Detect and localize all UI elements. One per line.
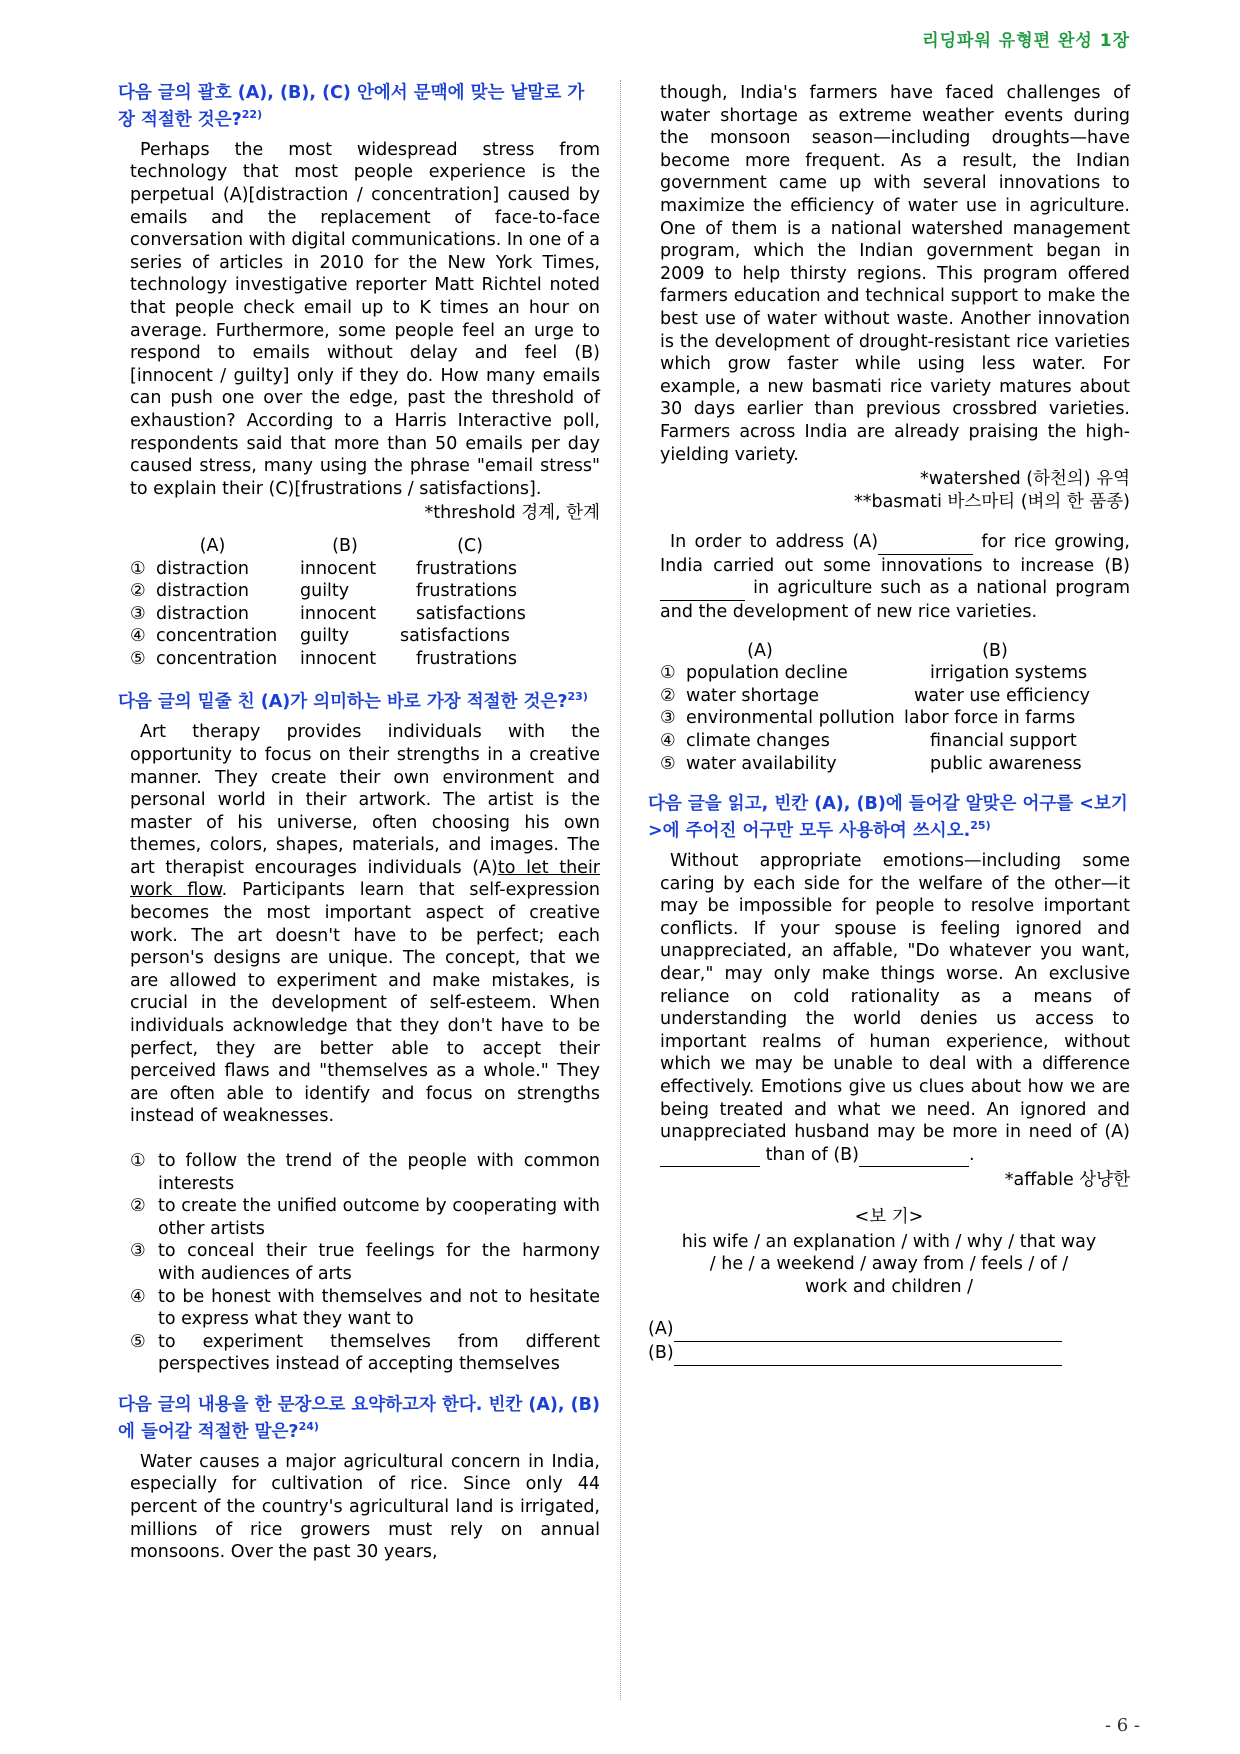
header-b: (B)	[332, 535, 358, 556]
question-25-number: 25)	[970, 819, 991, 833]
left-column	[118, 82, 600, 1564]
question-25-footnote: *affable 상냥한	[1004, 1170, 1130, 1191]
option-text: to be honest with themselves and not to hesitate to express what they want to	[158, 1286, 600, 1330]
option-a: distraction	[156, 558, 250, 579]
option-a: climate changes	[686, 731, 830, 752]
word-box	[648, 1231, 1130, 1299]
question-24-number: 24)	[298, 1419, 319, 1433]
question-23-option-4[interactable]	[130, 1286, 600, 1331]
question-24-options	[660, 640, 1130, 776]
option-number: ④	[130, 626, 146, 647]
option-b: financial support	[930, 731, 1077, 752]
option-c: frustrations	[416, 648, 517, 669]
option-b: innocent	[300, 603, 377, 624]
question-23-option-2[interactable]	[130, 1195, 600, 1240]
option-number: ⑤	[130, 648, 146, 669]
header-a: (A)	[199, 535, 226, 556]
question-22-prompt	[118, 82, 600, 131]
option-b: public awareness	[930, 753, 1082, 774]
answer-line-a[interactable]	[648, 1318, 1130, 1342]
right-column	[648, 82, 1130, 1366]
question-22-passage	[118, 139, 600, 501]
option-number: ①	[660, 663, 676, 684]
option-b: guilty	[300, 581, 350, 602]
option-number: ②	[130, 581, 146, 602]
passage-part-2: . Participants learn that self-expression becomes the most important aspect of creative work. The art doesn't have to be perfect; each person's designs are unique. The concept, that we are allowed to experiment and make mistakes, is crucial in the development of self-esteem. When individuals acknowledge that they don't have to be perfect, they are better able to accept their perceived flaws and "themselves as a whole." They are often able to identify and focus on strengths instead of weaknesses.	[130, 880, 600, 1127]
question-22-number: 22)	[241, 108, 263, 121]
summary-blank-b[interactable]	[660, 577, 745, 601]
option-number: ③	[130, 1241, 146, 1262]
question-22-option-4[interactable]	[130, 625, 600, 648]
summary-blank-a[interactable]	[878, 531, 973, 555]
question-22-option-1[interactable]	[130, 558, 600, 581]
option-number: ③	[660, 708, 676, 729]
question-23-prompt	[118, 686, 600, 713]
summary-part-3: in agriculture such as a national program and the development of new rice varieties.	[660, 578, 1130, 623]
page-number: - 6 -	[1104, 1715, 1140, 1736]
passage-blank-b[interactable]	[859, 1144, 969, 1168]
option-a: population decline	[686, 663, 848, 684]
option-a: distraction	[156, 581, 250, 602]
question-24-option-2[interactable]	[660, 685, 1130, 708]
question-24-footnote-1: *watershed (하천의) 유역	[920, 469, 1130, 490]
question-23-option-1[interactable]	[130, 1150, 600, 1195]
passage-end-dot: .	[968, 1144, 975, 1165]
question-24-passage-text: Water causes a major agricultural concern in India, especially for cultivation of rice. Since only 44 percent of the country's agricultural land is irrigated, millions of rice growers must rely on annual monsoons. Over the past 30 years,	[130, 1451, 600, 1563]
question-25-passage	[648, 850, 1130, 1167]
option-a: water shortage	[686, 685, 819, 706]
summary-part-1: In order to address (A)	[670, 532, 879, 553]
question-25-text: 다음 글을 읽고, 빈칸 (A), (B)에 들어갈 알맞은 어구를 <보기>에 주어진 어구만 모두 사용하여 쓰시오.	[648, 794, 1128, 842]
header-a: (A)	[747, 640, 773, 661]
question-22-options-header	[130, 535, 600, 558]
question-22-option-5[interactable]	[130, 648, 600, 671]
answer-blank-a[interactable]	[674, 1318, 1062, 1342]
option-a: concentration	[156, 626, 278, 647]
option-b: guilty	[300, 626, 350, 647]
option-number: ①	[130, 1151, 146, 1171]
question-22-option-3[interactable]	[130, 603, 600, 626]
option-number: ③	[130, 603, 146, 624]
option-text: to conceal their true feelings for the harmony with audiences of arts	[158, 1241, 600, 1284]
passage-mid-text: than of (B)	[760, 1144, 859, 1165]
question-23-option-5[interactable]	[130, 1331, 600, 1376]
option-text: to follow the trend of the people with common interests	[158, 1151, 600, 1194]
option-number: ①	[130, 558, 146, 579]
option-a: water availability	[686, 753, 837, 774]
word-box-line-2: / he / a weekend / away from / feels / of /	[709, 1254, 1069, 1275]
option-b: water use efficiency	[914, 685, 1090, 706]
option-b: irrigation systems	[930, 663, 1088, 684]
option-text: to create the unified outcome by cooperating with other artists	[158, 1196, 600, 1239]
question-25-passage-text: Without appropriate emotions—including some caring by each side for the welfare of the other—it may be impossible for people to resolve important conflicts. If your spouse is feeling ignored and unappreciated, an affable, "Do whatever you want, dear," may only make things worse. An exclusive reliance on cold rationality as a means of understanding the world denies us access to important realms of human experience, without which we may be unable to deal with a difference effectively. Emotions give us clues about how we are being treated and what we need. An ignored and unappreciated husband may be more in need of	[660, 851, 1130, 1143]
question-22-passage-text: Perhaps the most widespread stress from technology that most people experience is the perpetual (A)[distraction / concentration] caused by emails and the replacement of face-to-face conversation with digital communications. In one of a series of articles in 2010 for the New York Times, technology investigative reporter Matt Richtel noted that people check email up to K times an hour on average. Furthermore, some people feel an urge to respond to emails without delay and feel (B)[innocent / guilty] only if they do. How many emails can push one over the edge, past the threshold of exhaustion? According to a Harris Interactive poll, respondents said that more than 50 emails per day caused stress, many using the phrase "email stress" to explain their (C)[frustrations / satisfactions].	[130, 139, 600, 499]
option-a: distraction	[156, 603, 250, 624]
answer-blank-b[interactable]	[674, 1342, 1062, 1366]
option-b: innocent	[300, 648, 377, 669]
answer-label-b: (B)	[648, 1342, 674, 1363]
word-box-title: <보 기>	[854, 1206, 924, 1227]
option-number: ④	[660, 731, 676, 752]
word-box-line-1: his wife / an explanation / with / why / that way	[681, 1231, 1097, 1252]
option-a: concentration	[156, 648, 278, 669]
question-24-option-3[interactable]	[660, 707, 1130, 730]
underlined-phrase: to let their work flow	[130, 857, 601, 901]
passage-part-1: Art therapy provides individuals with the opportunity to focus on their strengths in a creative manner. They create their own environment and personal world in their artwork. The artist is the master of his universe, often choosing his own themes, colors, shapes, materials, and images. The art therapist encourages individuals (A)	[130, 722, 600, 878]
header-c: (C)	[457, 535, 483, 556]
option-number: ②	[660, 685, 676, 706]
page-header: 리딩파워 유형편 완성 1장	[922, 31, 1130, 51]
option-c: satisfactions	[400, 626, 510, 647]
question-22-option-2[interactable]	[130, 580, 600, 603]
question-24-options-header	[660, 640, 1130, 663]
option-c: frustrations	[416, 558, 517, 579]
question-22-text: 다음 글의 괄호 (A), (B), (C) 안에서 문맥에 맞는 낱말로 가장 적절한 것은?	[118, 83, 585, 130]
summary-part-2: for rice growing, India carried out some innovations to increase (B)	[660, 532, 1130, 576]
question-23-passage	[118, 721, 600, 1128]
answer-lines	[648, 1318, 1130, 1365]
option-number: ⑤	[660, 753, 676, 774]
column-divider	[620, 80, 621, 1700]
question-24-option-1[interactable]	[660, 662, 1130, 685]
word-box-line-3: work and children /	[804, 1276, 974, 1297]
option-number: ⑤	[130, 1331, 146, 1352]
answer-line-b[interactable]	[648, 1342, 1130, 1366]
option-c: frustrations	[416, 581, 517, 602]
question-24-prompt	[118, 1394, 600, 1443]
question-23-text: 다음 글의 밑줄 친 (A)가 의미하는 바로 가장 적절한 것은?	[118, 692, 568, 713]
question-24-option-4[interactable]	[660, 730, 1130, 753]
question-23-number: 23)	[567, 690, 588, 704]
option-b: labor force in farms	[904, 708, 1076, 729]
passage-label-a: (A)	[1104, 1122, 1130, 1143]
question-24-option-5[interactable]	[660, 753, 1130, 776]
question-25-prompt	[648, 793, 1130, 842]
question-24-passage-part-1	[118, 1451, 600, 1564]
passage-blank-a[interactable]	[660, 1144, 760, 1168]
question-24-passage-part-2: though, India's farmers have faced challenges of water shortage as extreme weather events during the monsoon season—including droughts—have become more frequent. As a result, the Indian government came up with several innovations to maximize the efficiency of water use in agriculture. One of them is a national watershed management program, which the Indian government began in 2009 to help thirsty regions. This program offered farmers education and technical support to make the best use of water without waste. Another innovation is the development of drought-resistant rice varieties which grow faster while using less water. For example, a new basmati rice variety matures about 30 days earlier than previous crossbred varieties. Farmers across India are already praising the high-yielding variety.	[660, 83, 1130, 465]
question-23-option-3[interactable]	[130, 1240, 600, 1285]
option-c: satisfactions	[416, 603, 526, 624]
option-text: to experiment themselves from different perspectives instead of accepting themselves	[158, 1331, 600, 1375]
question-23-options	[130, 1150, 600, 1376]
question-24-text: 다음 글의 내용을 한 문장으로 요약하고자 한다. 빈칸 (A), (B)에 들어갈 적절한 말은?	[118, 1394, 601, 1442]
option-number: ④	[130, 1286, 146, 1307]
question-24-footnote-2: **basmati 바스마티 (벼의 한 품종)	[854, 491, 1130, 512]
header-b: (B)	[982, 640, 1008, 661]
option-number: ②	[130, 1196, 146, 1217]
option-b: innocent	[300, 558, 377, 579]
question-24-summary	[648, 531, 1130, 623]
question-22-options	[130, 535, 600, 671]
option-a: environmental pollution	[686, 708, 895, 729]
answer-label-a: (A)	[648, 1319, 674, 1340]
question-22-footnote: *threshold 경계, 한계	[424, 503, 600, 524]
